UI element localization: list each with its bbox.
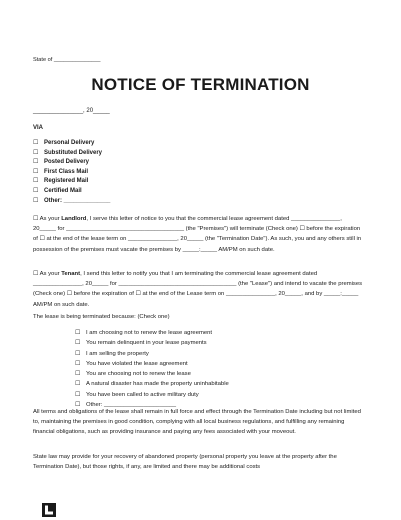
checkbox-icon[interactable]: ☐ bbox=[33, 197, 39, 204]
reason-item[interactable] bbox=[75, 349, 229, 359]
tenant-paragraph bbox=[33, 269, 363, 310]
brand-logo-icon bbox=[42, 503, 56, 517]
delivery-option-personal[interactable] bbox=[33, 139, 110, 149]
reason-item[interactable] bbox=[75, 359, 229, 369]
delivery-option-posted[interactable] bbox=[33, 158, 110, 168]
reason-item[interactable] bbox=[75, 338, 229, 348]
checkbox-icon[interactable]: ☐ bbox=[33, 168, 39, 175]
termination-reason-list bbox=[75, 328, 229, 410]
document-title: NOTICE OF TERMINATION bbox=[91, 75, 310, 94]
tenant-intro: As your bbox=[38, 271, 62, 277]
delivery-option-registered[interactable] bbox=[33, 177, 110, 187]
delivery-option-label: Registered Mail bbox=[44, 178, 89, 185]
checkbox-icon[interactable]: ☐ bbox=[75, 340, 81, 347]
checkbox-icon[interactable]: ☐ bbox=[33, 178, 39, 185]
delivery-option-first-class[interactable] bbox=[33, 168, 110, 178]
reason-label: You have violated the lease agreement bbox=[86, 360, 188, 367]
checkbox-icon[interactable]: ☐ bbox=[33, 159, 39, 166]
tenant-text: , I send this letter to notify you that I am terminating the commercial lease agreement dated _______________, 20_____ for ____________________________________ (the "Lease") and intend to vacate the premises (Check one) ☐ before the expiration of ☐ at the end of the Lease term on _______________, 20_____, and by _____:_____ AM/PM on such date. bbox=[33, 271, 363, 308]
landlord-text: , I serve this letter of notice to you that the commercial lease agreement dated _______________, 20_____ for ____________________________________ (the "Premises") will terminate (Check one) ☐ before the expiration of ☐ at the end of the lease term on _______________, 20_____ (the "Termination Date"). As such, you and any others still in possession of the premises must vacate the premises by _____:_____ AM/PM on such date. bbox=[33, 216, 362, 253]
checkbox-icon[interactable]: ☐ bbox=[75, 371, 81, 378]
state-blank[interactable]: _______________ bbox=[53, 57, 101, 63]
checkbox-icon[interactable]: ☐ bbox=[75, 350, 81, 357]
checkbox-icon[interactable]: ☐ bbox=[33, 216, 39, 222]
checkbox-icon[interactable]: ☐ bbox=[33, 187, 39, 194]
reason-item[interactable] bbox=[75, 390, 229, 400]
reason-item[interactable] bbox=[75, 328, 229, 338]
landlord-paragraph bbox=[33, 214, 363, 255]
delivery-option-label: Other: ______________ bbox=[44, 197, 111, 204]
via-label: VIA bbox=[33, 125, 44, 131]
state-label: State of bbox=[33, 57, 53, 63]
delivery-option-label: Posted Delivery bbox=[44, 159, 90, 166]
obligations-paragraph: All terms and obligations of the lease shall remain in full force and effect through the Termination Date including but not limited to, maintaining the premises in good condition, complying with all local business regulations, and fulfilling any remaining financial obligations, such as providing insurance and paying any fees associated with your moveout. bbox=[33, 409, 361, 436]
reason-label: You are choosing not to renew the lease bbox=[86, 371, 191, 378]
checkbox-icon[interactable]: ☐ bbox=[33, 271, 39, 277]
delivery-method-list bbox=[33, 139, 110, 206]
delivery-option-label: Certified Mail bbox=[44, 187, 82, 194]
reasons-intro: The lease is being terminated because: (Check one) bbox=[33, 314, 170, 320]
checkbox-icon[interactable]: ☐ bbox=[75, 391, 81, 398]
delivery-option-certified[interactable] bbox=[33, 187, 110, 197]
checkbox-icon[interactable]: ☐ bbox=[75, 381, 81, 388]
checkbox-icon[interactable]: ☐ bbox=[75, 360, 81, 367]
reason-label: A natural disaster has made the property uninhabitable bbox=[86, 381, 229, 388]
delivery-option-label: Substituted Delivery bbox=[44, 149, 103, 156]
delivery-option-other[interactable] bbox=[33, 197, 110, 207]
delivery-option-label: First Class Mail bbox=[44, 168, 89, 175]
delivery-option-substituted[interactable] bbox=[33, 149, 110, 159]
reason-label: I am choosing not to renew the lease agreement bbox=[86, 330, 213, 336]
tenant-role: Tenant bbox=[61, 271, 81, 277]
date-line[interactable]: _______________, 20_____ bbox=[33, 108, 110, 114]
reason-label: You have been called to active military duty bbox=[86, 391, 199, 398]
checkbox-icon[interactable]: ☐ bbox=[33, 149, 39, 156]
state-line bbox=[33, 57, 101, 63]
reason-label: Other: ______________________ bbox=[86, 402, 177, 409]
reason-item[interactable] bbox=[75, 379, 229, 389]
landlord-intro: As your bbox=[38, 216, 62, 222]
reason-label: You remain delinquent in your lease payments bbox=[86, 340, 207, 347]
delivery-option-label: Personal Delivery bbox=[44, 140, 95, 146]
state-law-paragraph: State law may provide for your recovery of abandoned property (personal property you leave at the property after the Termination Date), but those rights, if any, are limited and there may be additional costs bbox=[33, 454, 337, 471]
checkbox-icon[interactable]: ☐ bbox=[75, 402, 81, 409]
checkbox-icon[interactable]: ☐ bbox=[33, 140, 39, 146]
reason-label: I am selling the property bbox=[86, 350, 149, 357]
checkbox-icon[interactable]: ☐ bbox=[75, 330, 81, 336]
landlord-role: Landlord bbox=[61, 216, 87, 222]
reason-item[interactable] bbox=[75, 369, 229, 379]
